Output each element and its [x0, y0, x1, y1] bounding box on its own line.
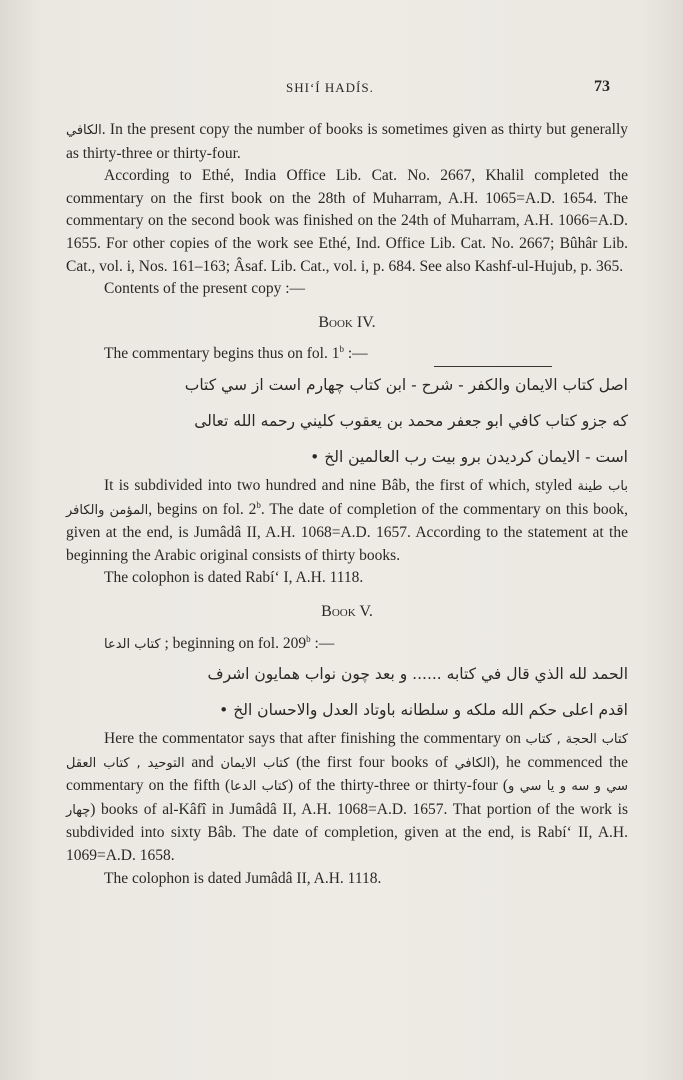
folio-superscript: b [256, 499, 261, 510]
page-number: 73 [594, 78, 610, 95]
arabic-incipit-line: است - الايمان كرديدن برو بيت رب العالمين الخ • [310, 447, 628, 466]
paragraph-book-iv-colophon: The colophon is dated Rabí‘ I, A.H. 1118. [104, 569, 364, 587]
paragraph-ethe-reference: According to Ethé, India Office Lib. Cat. No. 2667, Khalil completed the commentary on the first book on the 28th of Muharram, A.H. 1065=A.D. 1654. The commentary on the second book was finished on the 24th of Muharram, A.H. 1066=A.D. 1655. For other copies of the work see Ethé, Ind. Office Lib. Cat. No. 2667; Bûhâr Lib. Cat., vol. i, Nos. 161–163; Âsaf. Lib. Cat., vol. i, p. 684. See also Kashf-ul-Hujub, p. 365. [66, 167, 628, 275]
paragraph-text: (the first four books of [289, 753, 455, 771]
arabic-incipit-line: كه جزو كتاب كافي ابو جعفر محمد بن يعقوب كليني رحمه الله تعالى [194, 411, 628, 430]
paragraph-text: ) of the thirty-three or thirty-four ( [288, 777, 509, 795]
arabic-term: الكافي [454, 755, 491, 771]
paragraph-kafi-books [66, 119, 628, 165]
paragraph-text: ) books of al-Kâfî in Jumâdâ II, A.H. 1068=A.D. 1657. That portion of the work is subdivided into sixty Bâb. The date of completion, given at the end, is Rabí‘ II, A.H. 1069=A.D. 1658. [66, 800, 628, 865]
page-body [66, 119, 628, 890]
paragraph-book-v-colophon: The colophon is dated Jumâdâ II, A.H. 1118. [104, 869, 382, 887]
begins-tail: :— [343, 345, 368, 363]
begins-text: ; beginning on fol. 209 [160, 634, 307, 652]
paragraph-book-iv-description [66, 475, 628, 567]
paragraph-text: It is subdivided into two hundred and nine Bâb, the first of which, styled [104, 476, 573, 494]
section-title-book-iv: Book IV. [318, 313, 376, 331]
paragraph-text: . The date of completion of the commentary on this book, given at the end, is Jumâdâ II, A.H. 1068=A.D. 1657. According to the statement at the beginning the Arabic original consists of thirty books. [66, 500, 628, 564]
arabic-term: سي و سه و يا سي و چهار [66, 779, 628, 818]
paragraph-text: and [184, 753, 221, 771]
paragraph-text: Here the commentator says that after finishing the commentary on [104, 730, 521, 748]
paragraph-contents-intro: Contents of the present copy :— [104, 280, 306, 298]
arabic-term: كتاب الدعا [104, 636, 161, 652]
folio-superscript: b [339, 344, 344, 355]
arabic-term: كتاب الدعا [230, 779, 288, 795]
arabic-term: باب طينة المؤمن والكافر [66, 478, 628, 518]
paragraph-book-iv-begins [66, 343, 628, 366]
arabic-term: الكافي [66, 123, 102, 138]
paragraph-book-v-begins [66, 633, 628, 657]
folio-superscript: b [306, 633, 311, 644]
paragraph-text: , begins on fol. 2 [148, 500, 257, 518]
section-title-book-v: Book V. [321, 602, 373, 620]
arabic-incipit-line: اصل كتاب الايمان والكفر - شرح - ابن كتاب چهارم است از سي كتاب [184, 375, 628, 394]
paragraph-text: . In the present copy the number of books is sometimes given as thirty but generally as thirty-three or thirty-four. [66, 121, 628, 162]
paragraph-text: ), he commenced the commentary on the fifth ( [66, 753, 628, 795]
arabic-incipit-line: اقدم اعلى حكم الله ملكه و سلطانه باوتاد العدل والاحسان الخ • [219, 701, 628, 720]
arabic-incipit-line: الحمد لله الذي قال في كتابه ...... و بعد چون نواب همايون اشرف [207, 665, 628, 684]
running-title: SHI‘Í HADÍS. [286, 80, 374, 95]
begins-text: The commentary begins thus on fol. 1 [104, 345, 340, 363]
arabic-term: كتاب الايمان [220, 755, 290, 771]
paragraph-book-v-description [66, 728, 628, 868]
begins-tail: :— [310, 634, 335, 652]
page-header [0, 78, 683, 102]
arabic-term: كتاب الحجة , كتاب التوحيد , كتاب العقل [66, 732, 629, 771]
